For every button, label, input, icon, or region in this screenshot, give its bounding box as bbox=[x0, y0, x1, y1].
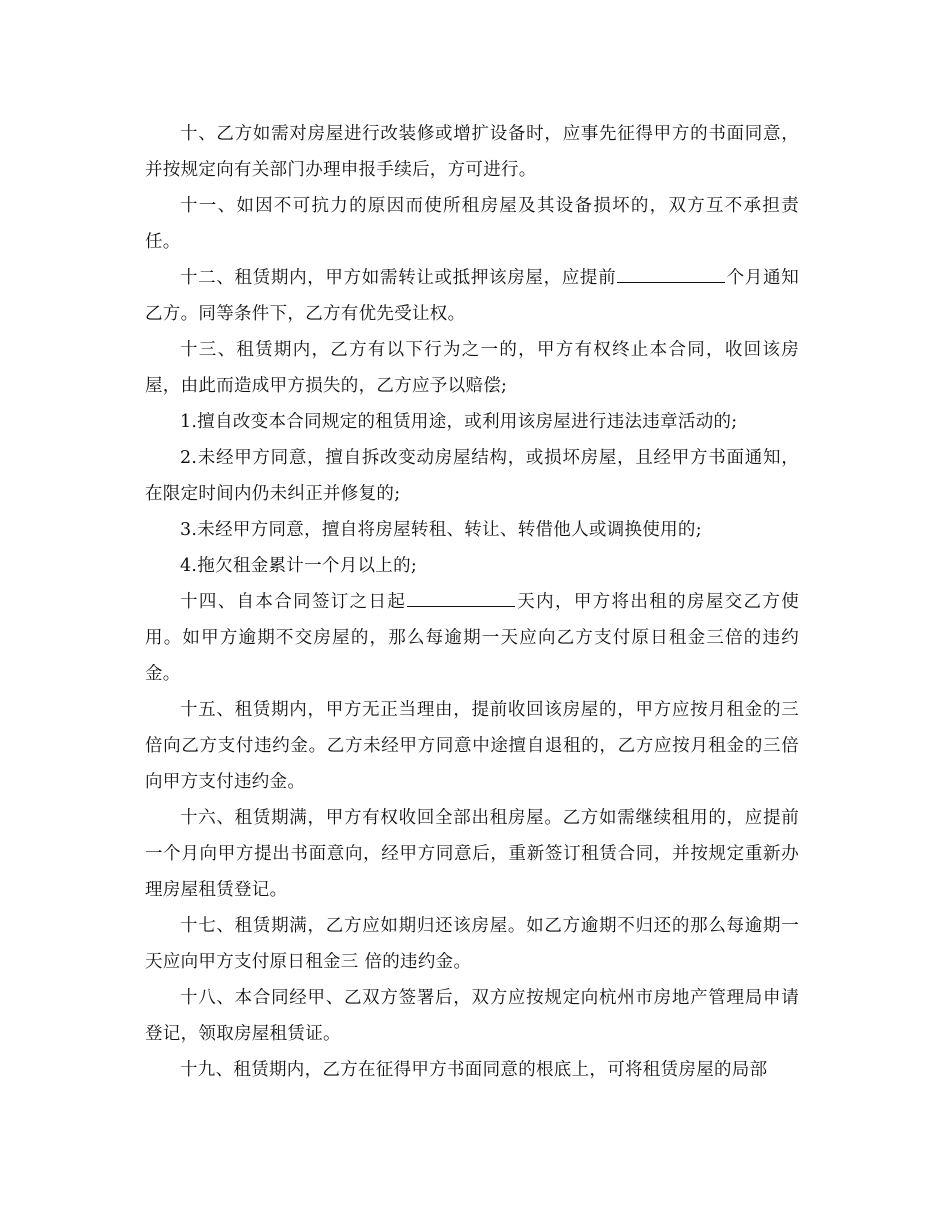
clause-14-part-b: 天内，甲方将出租的房屋交乙方使用。如甲方逾期不交房屋的，那么每逾期一天应向乙方支付原日租金三倍的违约金。 bbox=[145, 592, 799, 684]
clause-15: 十五、租赁期内，甲方无正当理由，提前收回该房屋的，甲方应按月租金的三倍向乙方支付违约金。乙方未经甲方同意中途擅自退租的，乙方应按月租金的三倍向甲方支付违约金。 bbox=[145, 700, 799, 792]
clause-12-part-b: 个月通知乙方。同等条件下，乙方有优先受让权。 bbox=[145, 268, 799, 324]
clause-12 bbox=[145, 260, 799, 332]
clause-11: 十一、如因不可抗力的原因而使所租房屋及其设备损坏的，双方互不承担责任。 bbox=[145, 196, 799, 252]
clause-19: 十九、租赁期内，乙方在征得甲方书面同意的根底上，可将租赁房屋的局部 bbox=[180, 1060, 768, 1080]
clause-13: 十三、租赁期内，乙方有以下行为之一的，甲方有权终止本合同，收回该房屋，由此而造成甲方损失的，乙方应予以赔偿; bbox=[145, 340, 799, 396]
clause-14 bbox=[145, 584, 799, 692]
clause-17: 十七、租赁期满，乙方应如期归还该房屋。如乙方逾期不归还的那么每逾期一天应向甲方支付原日租金三 倍的违约金。 bbox=[145, 916, 799, 972]
document-page bbox=[145, 116, 799, 1088]
clause-13-item-1: 1.擅自改变本合同规定的租赁用途，或利用该房屋进行违法违章活动的; bbox=[180, 412, 738, 432]
clause-13-item-3: 3.未经甲方同意，擅自将房屋转租、转让、转借他人或调换使用的; bbox=[180, 520, 702, 540]
fill-in-blank-days bbox=[407, 588, 515, 607]
clause-18: 十八、本合同经甲、乙双方签署后，双方应按规定向杭州市房地产管理局申请登记，领取房屋租赁证。 bbox=[145, 988, 799, 1044]
fill-in-blank-months bbox=[617, 264, 725, 283]
clause-12-part-a: 十二、租赁期内，甲方如需转让或抵押该房屋，应提前 bbox=[180, 268, 617, 288]
clause-13-item-4: 4.拖欠租金累计一个月以上的; bbox=[180, 556, 418, 576]
clause-10: 十、乙方如需对房屋进行改装修或增扩设备时，应事先征得甲方的书面同意，并按规定向有关部门办理申报手续后，方可进行。 bbox=[145, 124, 799, 180]
clause-16: 十六、租赁期满，甲方有权收回全部出租房屋。乙方如需继续租用的，应提前一个月向甲方提出书面意向，经甲方同意后，重新签订租赁合同，并按规定重新办理房屋租赁登记。 bbox=[145, 808, 799, 900]
clause-14-part-a: 十四、自本合同签订之日起 bbox=[180, 592, 407, 612]
clause-13-item-2: 2.未经甲方同意，擅自拆改变动房屋结构，或损坏房屋，且经甲方书面通知，在限定时间内仍未纠正并修复的; bbox=[145, 448, 799, 504]
